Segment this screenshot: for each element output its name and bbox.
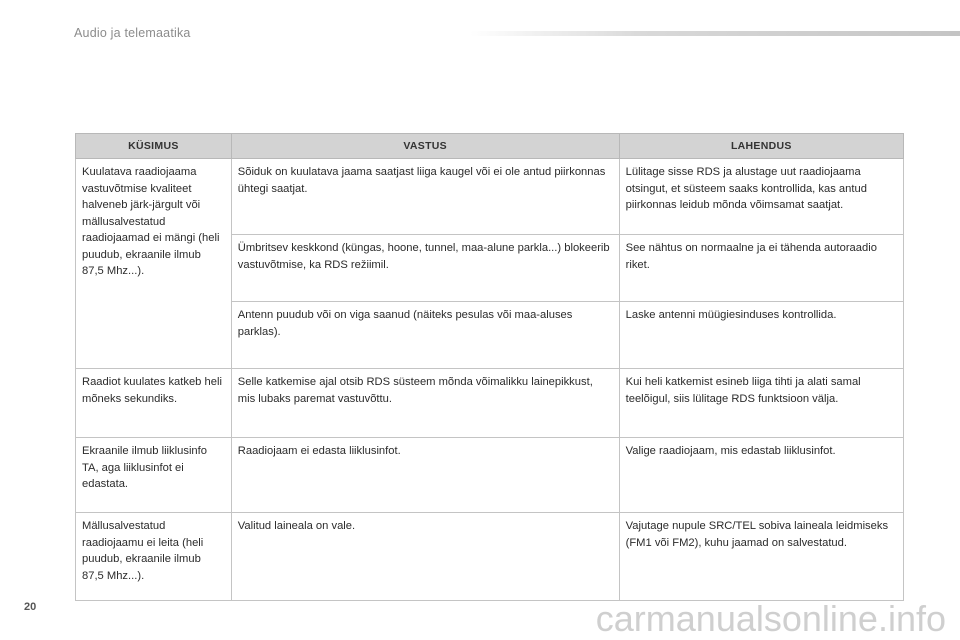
solution-cell: See nähtus on normaalne ja ei tähenda autoraadio riket. (619, 235, 903, 302)
column-header-answer: VASTUS (231, 134, 619, 159)
watermark-text: carmanualsonline.info (595, 598, 946, 639)
question-cell: Kuulatava raadiojaama vastuvõtmise kvaliteet halveneb järk-järgult või mällusalvestatud raadiojaamad ei mängi (heli puudub, ekraanile ilmub 87,5 Mhz...). (76, 159, 232, 369)
solution-cell: Valige raadiojaam, mis edastab liiklusinfot. (619, 438, 903, 513)
question-cell: Mällusalvestatud raadiojaamu ei leita (heli puudub, ekraanile ilmub 87,5 Mhz...). (76, 513, 232, 601)
table-row (76, 513, 904, 601)
page-header-title: Audio ja telemaatika (74, 26, 191, 40)
page-number: 20 (24, 601, 37, 613)
answer-cell: Sõiduk on kuulatava jaama saatjast liiga kaugel või ei ole antud piirkonnas ühtegi saatjat. (231, 159, 619, 235)
question-cell: Raadiot kuulates katkeb heli mõneks sekundiks. (76, 369, 232, 438)
solution-cell: Lülitage sisse RDS ja alustage uut raadiojaama otsingut, et süsteem saaks kontrollida, kas antud piirkonnas leidub mõnda võimsamat saatjat. (619, 159, 903, 235)
solution-cell: Laske antenni müügiesinduses kontrollida. (619, 302, 903, 369)
troubleshooting-table (75, 133, 904, 601)
header-decorative-bar (470, 31, 960, 36)
solution-cell: Kui heli katkemist esineb liiga tihti ja alati samal teelõigul, siis lülitage RDS funktsioon välja. (619, 369, 903, 438)
question-cell: Ekraanile ilmub liiklusinfo TA, aga liiklusinfot ei edastata. (76, 438, 232, 513)
answer-cell: Selle katkemise ajal otsib RDS süsteem mõnda võimalikku lainepikkust, mis lubaks paremat vastuvõttu. (231, 369, 619, 438)
answer-cell: Valitud laineala on vale. (231, 513, 619, 601)
table-row (76, 369, 904, 438)
column-header-question: KÜSIMUS (76, 134, 232, 159)
table-row (76, 438, 904, 513)
answer-cell: Ümbritsev keskkond (küngas, hoone, tunnel, maa-alune parkla...) blokeerib vastuvõtmise, ka RDS režiimil. (231, 235, 619, 302)
table-row (76, 159, 904, 235)
column-header-solution: LAHENDUS (619, 134, 903, 159)
answer-cell: Antenn puudub või on viga saanud (näiteks pesulas või maa-aluses parklas). (231, 302, 619, 369)
table-header-row (76, 134, 904, 159)
solution-cell: Vajutage nupule SRC/TEL sobiva laineala leidmiseks (FM1 või FM2), kuhu jaamad on salvestatud. (619, 513, 903, 601)
answer-cell: Raadiojaam ei edasta liiklusinfot. (231, 438, 619, 513)
